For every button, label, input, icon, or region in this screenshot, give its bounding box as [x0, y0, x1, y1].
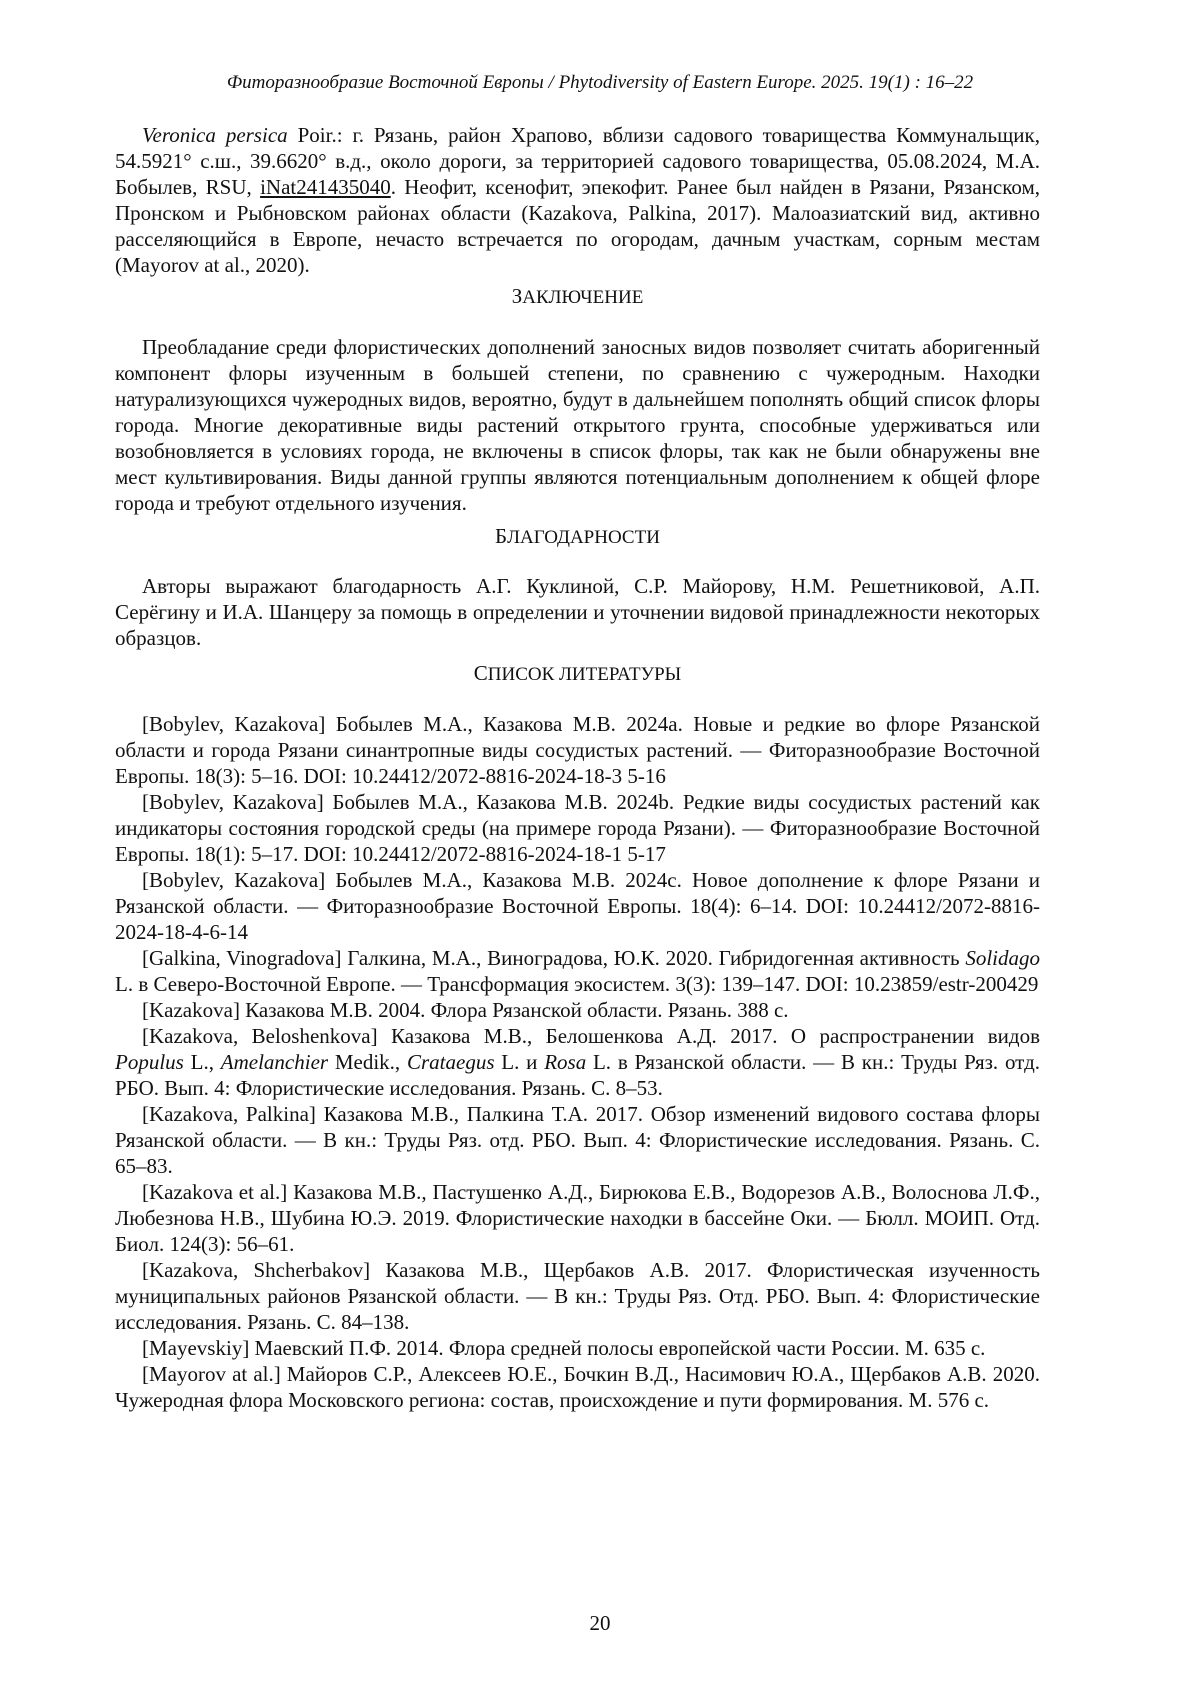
reference-item: [Kazakova et al.] Казакова М.В., Пастушенко А.Д., Бирюкова Е.В., Водорезов А.В., Волоснова Л.Ф., Любезнова Н.В., Шубина Ю.Э. 2019. Флористические находки в бассейне Оки. — Бюлл. МОИП. Отд. Биол. 124(3): 56–61.	[115, 1179, 1040, 1257]
acknowledgements-heading-rest: ЛАГОДАРНОСТИ	[507, 527, 660, 548]
page-number: 20	[0, 1610, 1200, 1636]
conclusion-heading-cap: З	[512, 284, 523, 308]
reference-item: [Kazakova, Palkina] Казакова М.В., Палкина Т.А. 2017. Обзор изменений видового состава флоры Рязанской области. — В кн.: Труды Ряз. отд. РБО. Вып. 4: Флористические исследования. Рязань. С. 65–83.	[115, 1101, 1040, 1179]
reference-item	[115, 945, 1040, 997]
journal-page	[0, 0, 1200, 1697]
reference-text: L. в Северо-Восточной Европе. — Трансформация экосистем. 3(3): 139–147. DOI: 10.23859/estr-200429	[115, 972, 1038, 996]
taxon-name: Populus	[115, 1050, 184, 1074]
reference-text: L. и	[495, 1050, 545, 1074]
conclusion-section	[115, 334, 1040, 516]
reference-item: [Mayorov at al.] Майоров С.Р., Алексеев Ю.Е., Бочкин В.Д., Насимович Ю.А., Щербаков А.В. 2020. Чужеродная флора Московского региона: состав, происхождение и пути формирования. М. 576 с.	[115, 1361, 1040, 1413]
species-paragraph	[115, 122, 1040, 278]
taxon-name: Crataegus	[407, 1050, 495, 1074]
running-header: Фиторазнообразие Восточной Европы / Phytodiversity of Eastern Europe. 2025. 19(1) : 16–22	[115, 70, 1085, 96]
references-heading	[115, 660, 1040, 688]
acknowledgements-heading	[115, 523, 1040, 551]
conclusion-heading-rest: АКЛЮЧЕНИЕ	[522, 287, 643, 308]
reference-item: [Kazakova] Казакова М.В. 2004. Флора Рязанской области. Рязань. 388 с.	[115, 997, 1040, 1023]
conclusion-heading	[115, 283, 1040, 311]
reference-item: [Bobylev, Kazakova] Бобылев М.А., Казакова М.В. 2024b. Редкие виды сосудистых растений как индикаторы состояния городской среды (на примере города Рязани). — Фиторазнообразие Восточной Европы. 18(1): 5–17. DOI: 10.24412/2072-8816-2024-18-1 5-17	[115, 789, 1040, 867]
acknowledgements-heading-cap: Б	[495, 524, 507, 548]
taxon-name: Solidago	[965, 946, 1040, 970]
conclusion-text: Преобладание среди флористических дополнений заносных видов позволяет считать аборигенный компонент флоры изученным в большей степени, по сравнению с чужеродным. Находки натурализующихся чужеродных видов, вероятно, будут в дальнейшем пополнять общий список флоры города. Многие декоративные виды растений открытого грунта, способные удерживаться или возобновляется в условиях города, не включены в список флоры, так как не были обнаружены вне мест культивирования. Виды данной группы являются потенциальным дополнением к общей флоре города и требуют отдельного изучения.	[115, 334, 1040, 516]
acknowledgements-text: Авторы выражают благодарность А.Г. Куклиной, С.Р. Майорову, Н.М. Решетниковой, А.П. Серёгину и И.А. Шанцеру за помощь в определении и уточнении видовой принадлежности некоторых образцов.	[115, 573, 1040, 651]
species-entry	[115, 122, 1040, 278]
species-name: Veronica persica	[142, 123, 288, 147]
reference-item	[115, 1023, 1040, 1101]
references-list	[115, 711, 1040, 1413]
reference-text: [Kazakova, Beloshenkova] Казакова М.В., Белошенкова А.Д. 2017. О распространении видов	[142, 1024, 1040, 1048]
acknowledgements-section	[115, 573, 1040, 651]
species-details: Poir.: г. Рязань, район Храпово, вблизи садового товарищества Коммунальщик, 54.5921° с.ш., 39.6620° в.д., около дороги, за территорией садового товарищества, 05.08.2024, М.А. Бобылев, RSU,	[115, 123, 1040, 199]
reference-text: Medik.,	[328, 1050, 407, 1074]
references-heading-rest: ПИСОК ЛИТЕРАТУРЫ	[488, 664, 681, 685]
inat-link[interactable]: iNat241435040	[260, 175, 391, 199]
reference-item: [Bobylev, Kazakova] Бобылев М.А., Казакова М.В. 2024a. Новые и редкие во флоре Рязанской области и города Рязани синантропные виды сосудистых растений. — Фиторазнообразие Восточной Европы. 18(3): 5–16. DOI: 10.24412/2072-8816-2024-18-3 5-16	[115, 711, 1040, 789]
reference-text: L. в Рязанской области. — В кн.: Труды Ряз. отд. РБО. Вып. 4: Флористические исследования. Рязань. С. 8–53.	[115, 1050, 1040, 1100]
reference-text: L.,	[184, 1050, 221, 1074]
reference-item: [Bobylev, Kazakova] Бобылев М.А., Казакова М.В. 2024c. Новое дополнение к флоре Рязани и Рязанской области. — Фиторазнообразие Восточной Европы. 18(4): 6–14. DOI: 10.24412/2072-8816-2024-18-4-6-14	[115, 867, 1040, 945]
reference-item: [Kazakova, Shcherbakov] Казакова М.В., Щербаков А.В. 2017. Флористическая изученность муниципальных районов Рязанской области. — В кн.: Труды Ряз. Отд. РБО. Вып. 4: Флористические исследования. Рязань. С. 84–138.	[115, 1257, 1040, 1335]
species-notes: . Неофит, ксенофит, эпекофит. Ранее был найден в Рязани, Рязанском, Пронском и Рыбновском районах области (Kazakova, Palkina, 2017). Малоазиатский вид, активно расселяющийся в Европе, нечасто встречается по огородам, дачным участкам, сорным местам (Mayorov at al., 2020).	[115, 175, 1040, 277]
reference-item: [Mayevskiy] Маевский П.Ф. 2014. Флора средней полосы европейской части России. М. 635 с.	[115, 1335, 1040, 1361]
taxon-name: Rosa	[544, 1050, 586, 1074]
reference-text: [Galkina, Vinogradova] Галкина, М.А., Виноградова, Ю.К. 2020. Гибридогенная активность	[142, 946, 965, 970]
taxon-name: Amelanchier	[221, 1050, 328, 1074]
references-heading-cap: С	[474, 661, 488, 685]
